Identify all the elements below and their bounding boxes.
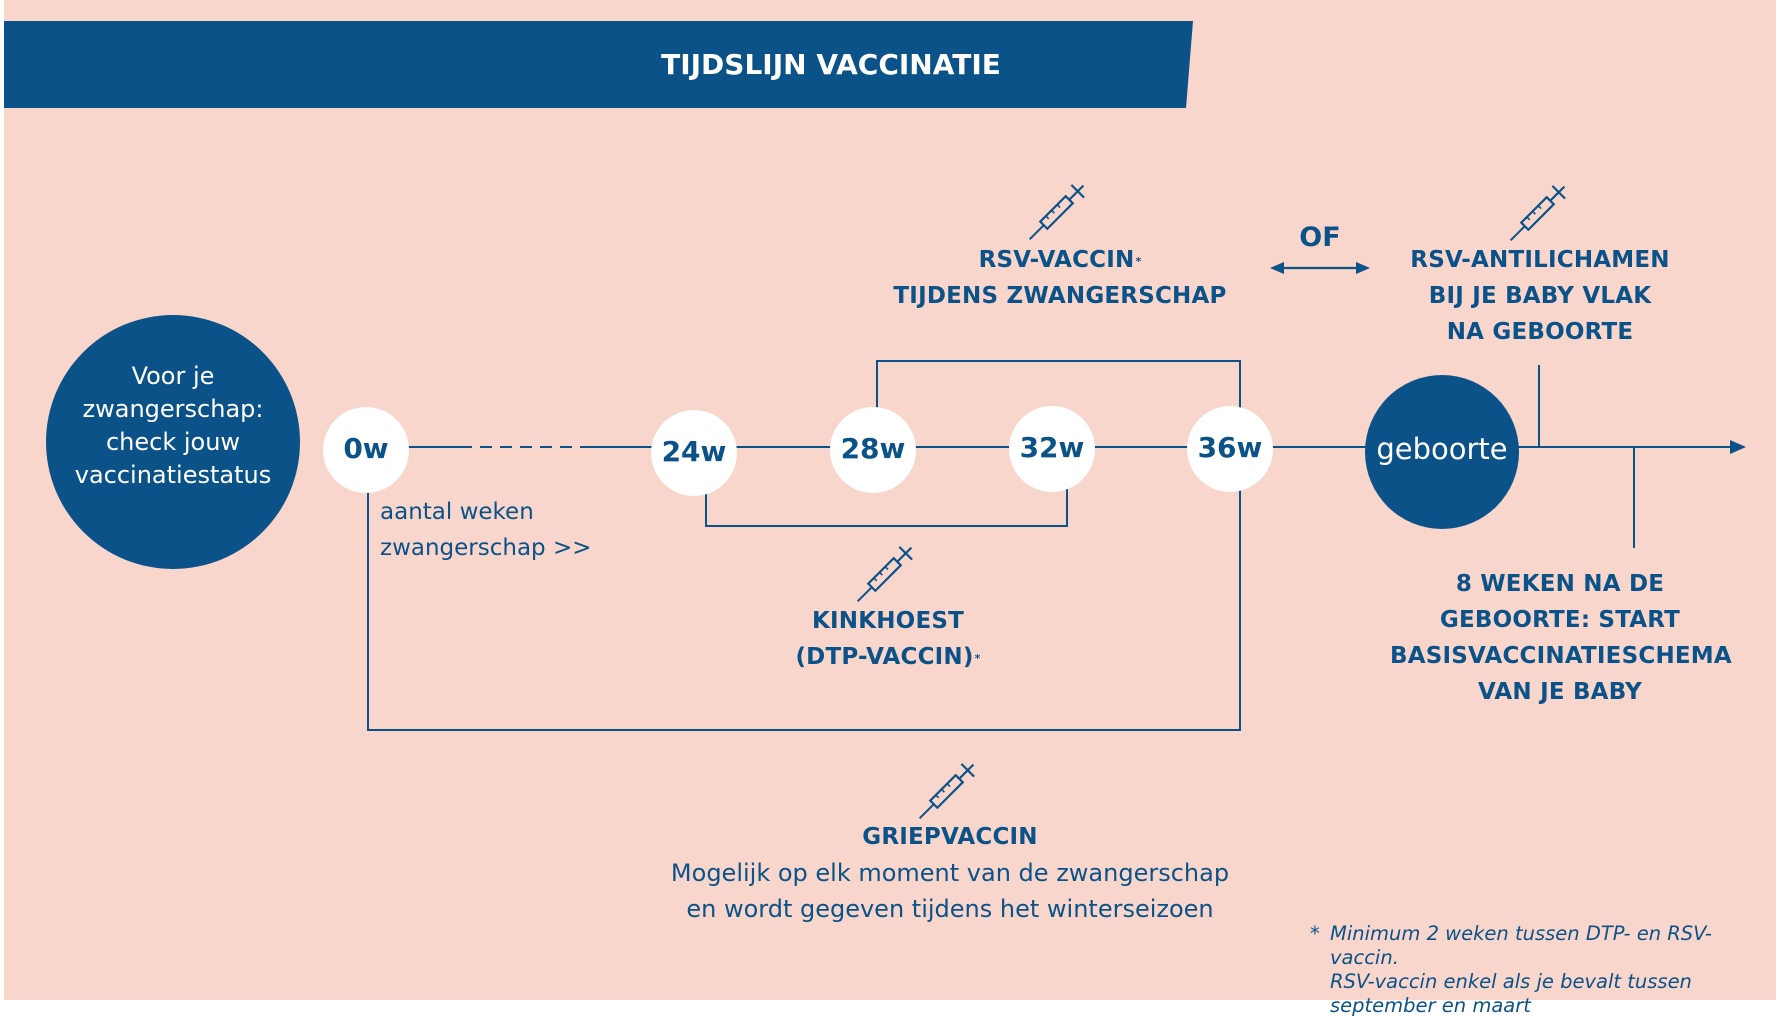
week-label-36w: 36w bbox=[1197, 431, 1263, 464]
whooping-cough-bracket bbox=[706, 488, 1067, 526]
rsv-pregnancy-label: RSV-VACCIN* TIJDENS ZWANGERSCHAP bbox=[893, 247, 1227, 309]
arrow-right-icon bbox=[1730, 440, 1746, 454]
or-label: OF bbox=[1299, 222, 1341, 253]
double-arrow-icon bbox=[1270, 262, 1370, 274]
week-label-24w: 24w bbox=[661, 435, 727, 468]
week-label-0w: 0w bbox=[343, 432, 389, 465]
page-title-label: TIJDSLIJN VACCINATIE bbox=[661, 48, 1001, 81]
baby-schedule-label: 8 WEKEN NA DE GEBOORTE: START BASISVACCINATIESCHEMA VAN JE BABY bbox=[1390, 571, 1732, 705]
syringe-icon bbox=[851, 541, 917, 607]
rsv-bracket bbox=[877, 361, 1240, 408]
week-label-28w: 28w bbox=[840, 432, 906, 465]
pre-pregnancy-text: Voor je zwangerschap: check jouw vaccinatiestatus bbox=[74, 362, 272, 489]
footnote: * Minimum 2 weken tussen DTP- en RSV-vaccin. RSV-vaccin enkel als je bevalt tussen september en maart bbox=[1310, 922, 1712, 1017]
flu-label: GRIEPVACCIN Mogelijk op elk moment van de zwangerschap en wordt gegeven tijdens het winterseizoen bbox=[670, 824, 1230, 923]
week-label-32w: 32w bbox=[1019, 431, 1085, 464]
whooping-cough-label: KINKHOEST (DTP-VACCIN)* bbox=[795, 608, 981, 670]
footnote-mark: * bbox=[1310, 922, 1320, 945]
rsv-antibodies-label: RSV-ANTILICHAMEN BIJ JE BABY VLAK NA GEBOORTE bbox=[1410, 247, 1670, 345]
syringe-icon bbox=[913, 758, 979, 824]
syringe-icon bbox=[1023, 179, 1089, 245]
syringe-icon bbox=[1504, 180, 1570, 246]
axis-note: aantal weken zwangerschap >> bbox=[380, 499, 592, 561]
birth-label: geboorte bbox=[1376, 432, 1508, 466]
